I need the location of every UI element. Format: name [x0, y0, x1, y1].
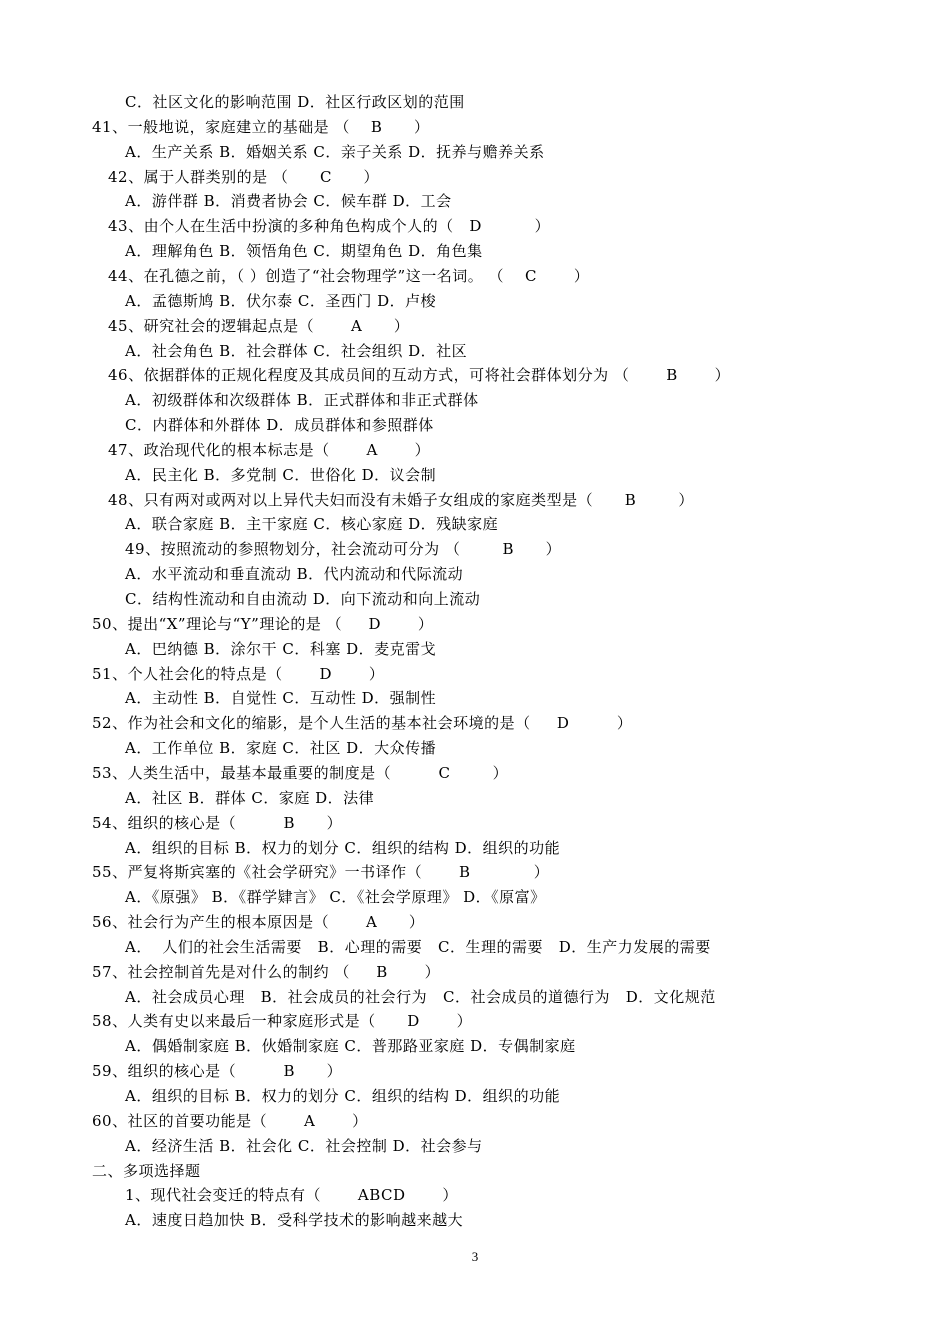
text-line: 53、人类生活中，最基本最重要的制度是（ C ） — [92, 763, 509, 782]
text-line: 50、提出“X”理论与“Y”理论的是 （ D ） — [92, 614, 434, 633]
text-line: A．经济生活 B．社会化 C．社会控制 D．社会参与 — [125, 1136, 483, 1155]
text-line: A．游伴群 B．消费者协会 C．候车群 D．工会 — [125, 192, 452, 211]
text-line: A．民主化 B．多党制 C．世俗化 D．议会制 — [125, 465, 437, 484]
text-line: 47、政治现代化的根本标志是（ A ） — [108, 440, 431, 459]
text-line: 58、人类有史以来最后一种家庭形式是（ D ） — [92, 1012, 473, 1031]
text-line: 46、依据群体的正规化程度及其成员间的互动方式，可将社会群体划分为 （ B ） — [108, 366, 731, 385]
text-line: 42、属于人群类别的是 （ C ） — [108, 167, 380, 186]
text-line: 51、个人社会化的特点是（ D ） — [92, 664, 385, 683]
text-line: A．生产关系 B．婚姻关系 C．亲子关系 D．抚养与赡养关系 — [125, 142, 545, 161]
text-line: A．孟德斯鸠 B．伏尔泰 C．圣西门 D．卢梭 — [125, 291, 437, 310]
text-line: A．组织的目标 B．权力的划分 C．组织的结构 D．组织的功能 — [125, 1087, 561, 1105]
text-line: 48、只有两对或两对以上异代夫妇而没有未婚子女组成的家庭类型是（ B ） — [108, 490, 694, 509]
text-line: 二、多项选择题 — [92, 1161, 201, 1180]
text-line: 60、社区的首要功能是（ A ） — [92, 1111, 368, 1130]
text-line: 44、在孔德之前，（ ）创造了“社会物理学”这一名词。 （ C ） — [108, 266, 590, 285]
text-line: A．社会角色 B．社会群体 C．社会组织 D．社区 — [125, 341, 468, 360]
text-line: 54、组织的核心是（ B ） — [92, 813, 343, 832]
text-line: 55、严复将斯宾塞的《社会学研究》一书译作（ B ） — [92, 863, 550, 882]
text-line: A．速度日趋加快 B．受科学技术的影响越来越大 — [125, 1211, 464, 1230]
page-number: 3 — [471, 1249, 479, 1264]
text-line: A．偶婚制家庭 B．伙婚制家庭 C．普那路亚家庭 D．专偶制家庭 — [125, 1037, 576, 1056]
text-line: A．巴纳德 B．涂尔干 C．科塞 D．麦克雷戈 — [125, 639, 437, 658]
text-line: C．内群体和外群体 D．成员群体和参照群体 — [125, 416, 434, 435]
text-line: A．社会成员心理 B．社会成员的社会行为 C．社会成员的道德行为 D．文化规范 — [125, 987, 716, 1006]
text-line: A．主动性 B．自觉性 C．互动性 D．强制性 — [125, 689, 437, 708]
text-line: C．社区文化的影响范围 D．社区行政区划的范围 — [125, 93, 465, 111]
text-line: 52、作为社会和文化的缩影，是个人生活的基本社会环境的是（ D ） — [92, 714, 633, 733]
text-line: A．水平流动和垂直流动 B．代内流动和代际流动 — [125, 565, 464, 584]
text-line: A．理解角色 B．领悟角色 C．期望角色 D．角色集 — [125, 242, 483, 261]
text-line: C．结构性流动和自由流动 D．向下流动和向上流动 — [125, 590, 481, 608]
text-line: A．工作单位 B．家庭 C．社区 D．大众传播 — [125, 739, 437, 758]
text-line: A．《原强》 B．《群学肄言》 C．《社会学原理》 D．《原富》 — [125, 888, 546, 907]
text-line: 59、组织的核心是（ B ） — [92, 1062, 343, 1081]
text-line: A．联合家庭 B．主干家庭 C．核心家庭 D．残缺家庭 — [125, 515, 499, 534]
text-line: A．初级群体和次级群体 B．正式群体和非正式群体 — [125, 391, 479, 410]
text-line: 43、由个人在生活中扮演的多种角色构成个人的（ D ） — [108, 217, 551, 236]
text-line: 1、现代社会变迁的特点有（ ABCD ） — [125, 1186, 458, 1205]
text-line: A．社区 B．群体 C．家庭 D．法律 — [125, 788, 375, 807]
text-line: 45、研究社会的逻辑起点是（ A ） — [108, 316, 410, 335]
text-line: 49、按照流动的参照物划分，社会流动可分为 （ B ） — [125, 540, 562, 559]
text-line: 41、一般地说，家庭建立的基础是 （ B ） — [92, 117, 430, 136]
text-line: A． 人们的社会生活需要 B．心理的需要 C．生理的需要 D．生产力发展的需要 — [125, 937, 711, 956]
text-line: 57、社会控制首先是对什么的制约 （ B ） — [92, 962, 441, 981]
text-line: A．组织的目标 B．权力的划分 C．组织的结构 D．组织的功能 — [125, 838, 561, 857]
text-line: 56、社会行为产生的根本原因是（ A ） — [92, 913, 425, 932]
